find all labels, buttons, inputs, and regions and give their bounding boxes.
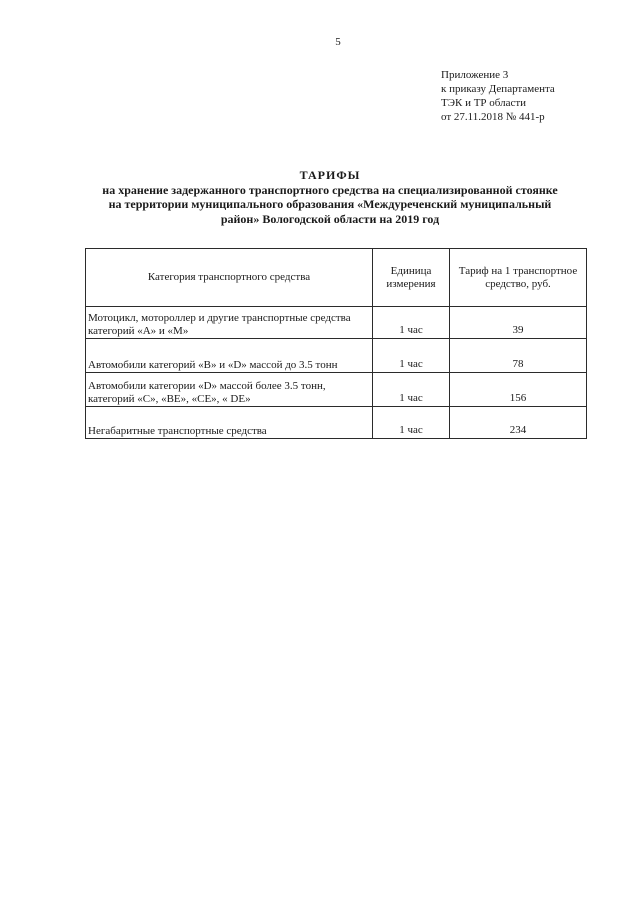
title-line: на территории муниципального образования «Междуреченский муниципальный	[108, 197, 552, 211]
cell-unit: 1 час	[373, 339, 450, 373]
header-category: Категория транспортного средства	[86, 249, 373, 307]
title-line: район» Вологодской области на 2019 год	[220, 211, 440, 226]
table-row	[86, 307, 587, 339]
appendix-line: к приказу Департамента	[441, 83, 555, 95]
cell-rate: 234	[450, 407, 587, 439]
cell-rate: 156	[450, 373, 587, 407]
cell-unit: 1 час	[373, 373, 450, 407]
appendix-reference	[441, 68, 555, 124]
cell-category: Мотоцикл, мотороллер и другие транспортные средства категорий «А» и «М»	[86, 307, 373, 339]
appendix-line: ТЭК и ТР области	[441, 97, 527, 109]
table-header-row	[86, 249, 587, 307]
table-row	[86, 373, 587, 407]
appendix-line: Приложение 3	[441, 69, 509, 81]
cell-category: Автомобили категории «D» массой более 3.5 тонн, категорий «С», «ВЕ», «СЕ», « DE»	[86, 373, 373, 407]
page-number: 5	[335, 36, 341, 48]
header-rate: Тариф на 1 транспортное средство, руб.	[450, 249, 587, 307]
cell-category: Автомобили категорий «В» и «D» массой до 3.5 тонн	[86, 339, 373, 373]
cell-rate: 78	[450, 339, 587, 373]
cell-unit: 1 час	[373, 407, 450, 439]
appendix-line: от 27.11.2018 № 441-р	[441, 111, 545, 123]
cell-category: Негабаритные транспортные средства	[86, 407, 373, 439]
title-line: на хранение задержанного транспортного средства на специализированной стоянке	[102, 182, 558, 197]
tariff-table	[85, 248, 587, 439]
cell-unit: 1 час	[373, 307, 450, 339]
table-row	[86, 407, 587, 439]
header-unit: Единица измерения	[373, 249, 450, 307]
document-title	[70, 168, 590, 226]
table-row	[86, 339, 587, 373]
title-main: ТАРИФЫ	[299, 168, 361, 182]
cell-rate: 39	[450, 307, 587, 339]
